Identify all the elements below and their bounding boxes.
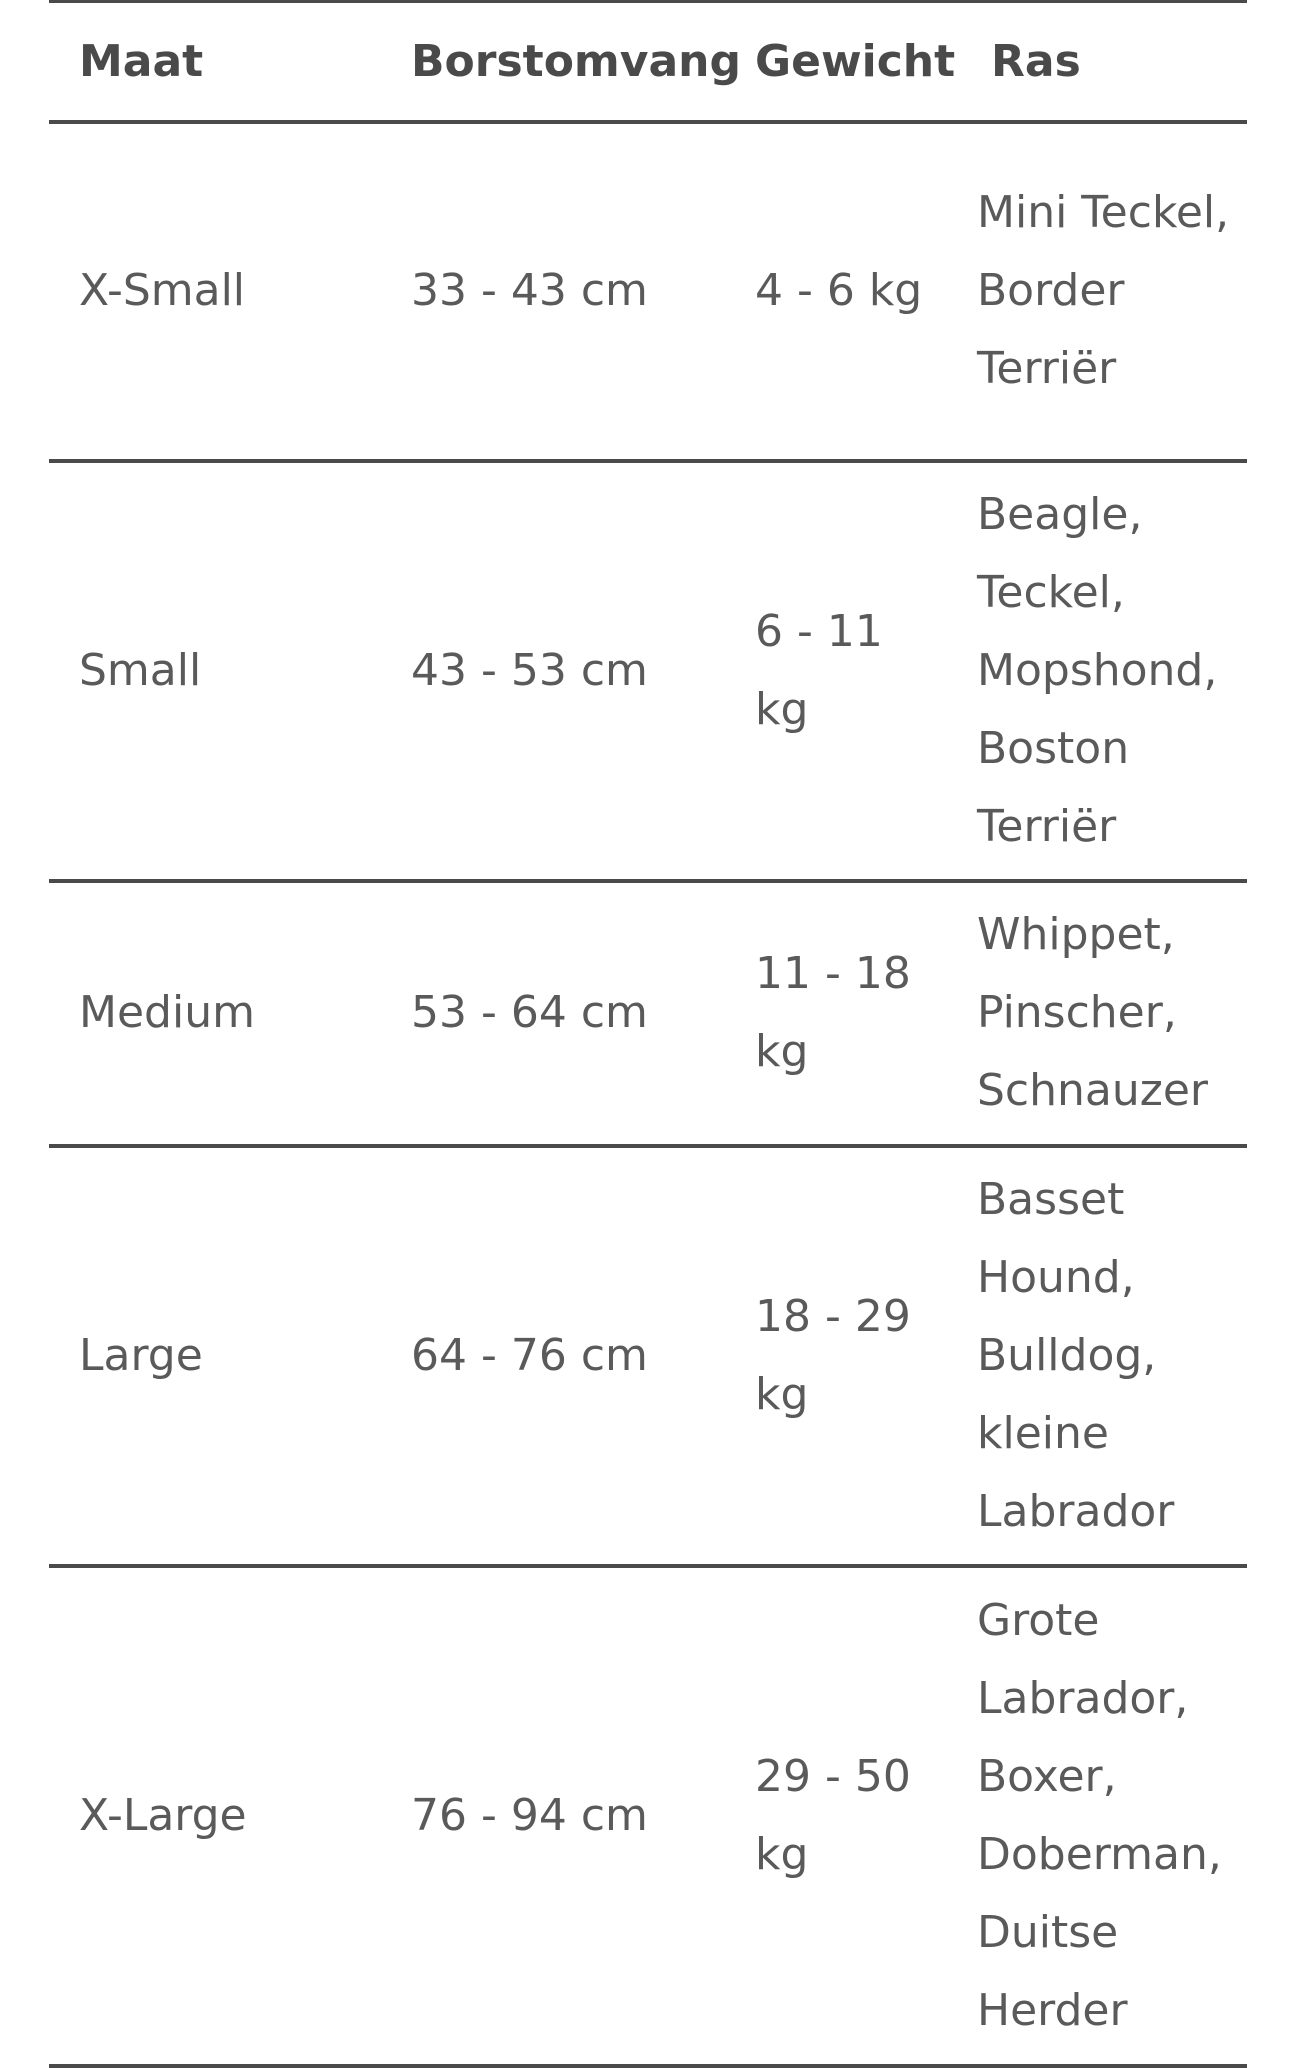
weight-cell: 11 - 18 kg <box>725 881 961 1146</box>
size-cell: X-Large <box>49 1566 381 2066</box>
weight-cell: 6 - 11 kg <box>725 461 961 881</box>
size-cell: Medium <box>49 881 381 1146</box>
size-cell: Small <box>49 461 381 881</box>
table-row <box>49 1146 1247 1566</box>
size-cell: Large <box>49 1146 381 1566</box>
header-chest: Borstomvang <box>381 2 725 122</box>
chest-cell: 64 - 76 cm <box>381 1146 725 1566</box>
table-row <box>49 122 1247 461</box>
breed-cell: Mini Teckel, Border Terriër <box>961 122 1247 461</box>
size-table <box>49 0 1247 2068</box>
header-weight: Gewicht <box>725 2 961 122</box>
breed-cell: Grote Labrador, Boxer, Doberman, Duitse Herder <box>961 1566 1247 2066</box>
chest-cell: 33 - 43 cm <box>381 122 725 461</box>
table-row <box>49 461 1247 881</box>
weight-cell: 4 - 6 kg <box>725 122 961 461</box>
weight-cell: 29 - 50 kg <box>725 1566 961 2066</box>
breed-cell: Beagle, Teckel, Mopshond, Boston Terriër <box>961 461 1247 881</box>
table-header-row <box>49 2 1247 122</box>
chest-cell: 53 - 64 cm <box>381 881 725 1146</box>
chest-cell: 43 - 53 cm <box>381 461 725 881</box>
breed-cell: Basset Hound, Bulldog, kleine Labrador <box>961 1146 1247 1566</box>
header-size: Maat <box>49 2 381 122</box>
breed-cell: Whippet, Pinscher, Schnauzer <box>961 881 1247 1146</box>
chest-cell: 76 - 94 cm <box>381 1566 725 2066</box>
header-breed: Ras <box>961 2 1247 122</box>
size-cell: X-Small <box>49 122 381 461</box>
table-row <box>49 1566 1247 2066</box>
table-row <box>49 881 1247 1146</box>
weight-cell: 18 - 29 kg <box>725 1146 961 1566</box>
